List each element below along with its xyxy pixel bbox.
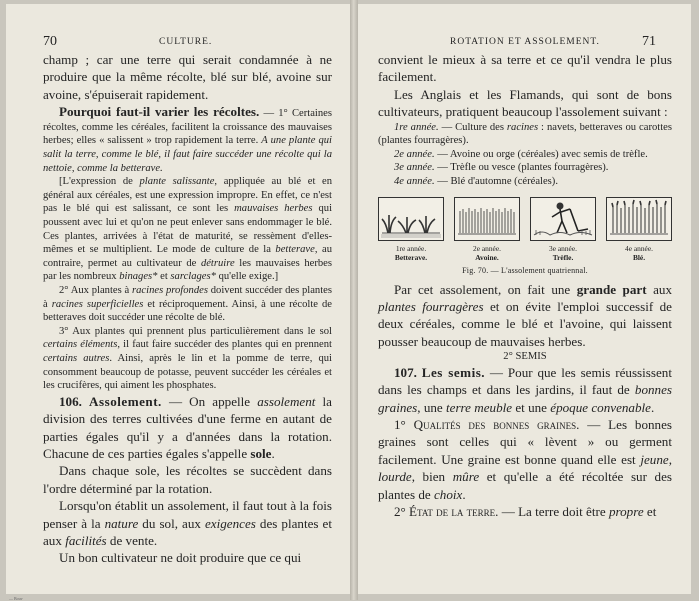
figure-caption-panel: 4e année. Blé. [625,243,653,262]
rotation-year-4: 4e année. — Blé d'automne (céréales). [394,176,558,187]
paragraph: champ ; car une terre qui serait condamnée à ne produire que la même récolte, blé sur blé, avoine sur avoine, s'épuiserait rapidement. [43,52,332,102]
paragraph-varier: Pourquoi faut-il varier les récoltes. — 1° Certaines récoltes, comme les céréales, facilitent la croissance des mauvaises herbes; elles « salissent » trop rapidement la terre. A une plante qui salit la terre, comme le blé, il faut faire succéder une récolte qui la nettoie, comme la betterave. [43,104,332,174]
subsection-heading: 2° SEMIS [503,351,547,363]
section-title: Les semis. [421,364,486,380]
paragraph-elements: 3° Aux plantes qui prennent plus particulièrement dans le sol certains éléments, il faut faire succéder des plantes qui en prennent certains autres. Ainsi, après le lin et la pomme de terre, qui consomment beaucoup de potasse, peuvent succéder les céréales et les crucifères, qui aiment les phosphates. [43,325,332,392]
wheat-field-illustration [606,197,672,241]
figure-caption-panel: 2e année. Avoine. [473,243,501,262]
paragraph-terre: 2° État de la terre. — La terre doit être propre et [394,504,657,520]
figure-caption: Fig. 70. — L'assolement quatriennal. [462,265,588,275]
left-text-column [43,51,332,567]
running-head: ROTATION ET ASSOLEMENT. [450,37,600,47]
page-number: 70 [43,34,57,49]
rotation-year-2: 2e année. — Avoine ou orge (céréales) avec semis de trèfle. [394,148,648,160]
bracket-note: [L'expression de plante salissante, appliquée au blé et en général aux céréales, est une expression impropre. En effet, ce n'est pas le blé qui est salissant, ce sont les mauvaises herbes qui poussent avec lui et qu'on ne peut enlever sans endommager le blé. Ces plantes, arrivées à l'état de maturité, se ressèment d'elles-mêmes et se multiplient. Le mode de culture de la betterave, au contraire, permet au cultivateur de détruire les mauvaises herbes par les nombreux binages* et sarclages* qu'elle exige.] [43,176,333,283]
figure-panel-betterave [378,197,444,262]
section-heading: Pourquoi faut-il varier les récoltes. [59,104,260,120]
right-page [358,4,691,594]
paragraph: Un bon cultivateur ne doit produire que ce qui [59,550,302,566]
left-page [6,4,350,601]
rotation-year-1: 1re année. — Culture des racines : navets, betteraves ou carottes (plantes fourragères). [378,121,672,147]
rotation-year-3: 3e année. — Trèfle ou vesce (plantes fourragères). [394,162,609,174]
section-title: Assolement. [89,393,162,409]
paragraph: Les Anglais et les Flamands, qui sont de bons cultivateurs, pratiquent beaucoup l'assolement suivant : [378,86,672,120]
paragraph-graines: 1° Qualités des bonnes graines. — Les bonnes graines sont celles qui « lèvent » ou germent facilement. Une graine est bonne quand elle est jeune, lourde, bien mûre et qu'elle a été récoltée sur des plantes de choix. [378,417,673,502]
figure-caption-panel: 3e année. Trèfle. [549,243,577,262]
paragraph: convient le mieux à sa terre et ce qu'il vendra le plus facilement. [378,52,672,85]
figure-assolement [378,197,672,262]
page-number: 71 [642,34,656,49]
running-head: CULTURE. [159,37,213,47]
oat-field-illustration [454,197,520,241]
section-number: 106. [59,393,82,409]
right-text-column [378,51,672,520]
mower-illustration [530,197,596,241]
footer-mark: — Bouv [9,596,23,601]
figure-panel-trefle [530,197,596,262]
figure-panel-ble [606,197,672,262]
section-107: 107. Les semis. — Pour que les semis réussissent dans les champs et dans les jardins, il faut de bonnes graines, une terre meuble et une époque convenable. [378,364,672,415]
paragraph: Dans chaque sole, les récoltes se succèdent dans l'ordre déterminé par la rotation. [43,463,332,496]
section-106: 106. Assolement. — On appelle assolement la division des terres cultivées d'une ferme en autant de parties égales qu'il y a d'années dans la rotation. Chacune de ces parties égales s'appelle sole. [43,393,332,461]
figure-caption-panel: 1re année. Betterave. [394,243,428,262]
paragraph-lorsqu: Lorsqu'on établit un assolement, il faut tout à la fois penser à la nature du sol, aux exigences des plantes et aux facilités de vente. [43,498,332,548]
book-gutter [350,0,358,600]
paragraph-assolement: Par cet assolement, on fait une grande part aux plantes fourragères et on évite l'emploi successif de deux céréales, comme le blé et l'avoine, qui laissent pousser beaucoup de mauvaises herbes. [378,281,672,349]
paragraph-racines: 2° Aux plantes à racines profondes doivent succéder des plantes à racines superficielles et réciproquement. Ainsi, à une récolte de betteraves doit succéder une récolte de blé. [43,284,332,324]
figure-panel-avoine [454,197,520,262]
beet-field-illustration [378,197,444,241]
section-number: 107. [394,364,417,380]
